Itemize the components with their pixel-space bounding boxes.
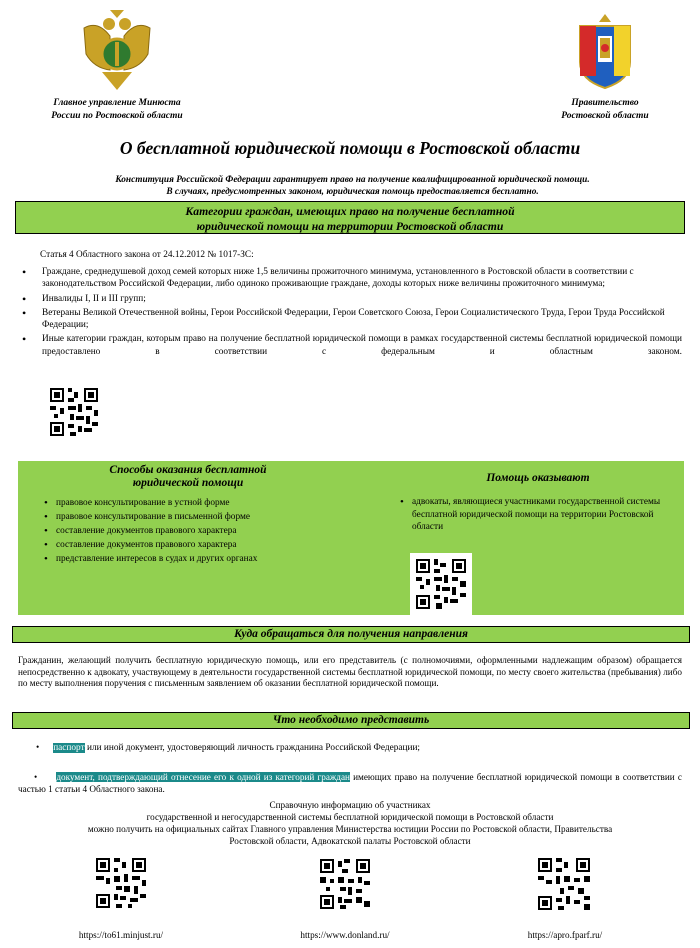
reference-line: Справочную информацию об участниках xyxy=(269,800,431,810)
right-org-line: Ростовской области xyxy=(561,111,649,121)
list-item: • правовое консультирование в устной форме xyxy=(42,496,342,510)
left-org-line: Главное управление Минюста xyxy=(53,98,181,108)
categories-banner xyxy=(15,201,685,234)
qr-code-icon xyxy=(48,386,100,438)
reference-line: Ростовской области, Адвокатской палаты Ростовской области xyxy=(229,836,471,846)
services-panel xyxy=(18,461,684,615)
rostov-coat-of-arms-icon xyxy=(574,12,636,90)
doc-item-text: имеющих право на получение бесплатной юридической помощи в соответствии с частью 1 статьи 4 Областного закона. xyxy=(18,772,682,794)
list-item: • составление документов правового характера xyxy=(42,538,342,552)
doc-item-text: или иной документ, удостоверяющий личность гражданина Российской Федерации; xyxy=(84,743,421,753)
intro-text xyxy=(20,174,685,198)
right-org-name xyxy=(520,97,690,123)
list-item: • адвокаты, являющиеся участниками государственной системы бесплатной юридической помощи на территории Ростовской области xyxy=(398,496,668,534)
intro-line: Конституция Российской Федерации гарантирует право на получение квалифицированной юридической помощи. xyxy=(115,175,590,185)
reference-line: можно получить на официальных сайтах Главного управления Министерства юстиции России по Ростовской области, Правительства xyxy=(87,824,613,834)
categories-heading-line: юридической помощи на территории Ростовской области xyxy=(196,220,504,233)
qr-code-icon xyxy=(318,857,372,911)
highlighted-text: паспорт xyxy=(53,743,85,753)
link-minjust[interactable]: https://to61.minjust.ru/ xyxy=(78,930,164,940)
reference-info xyxy=(0,799,700,847)
list-item: • представление интересов в судах и других органах xyxy=(42,552,342,566)
doc-item-passport xyxy=(36,742,686,754)
minjust-emblem-icon xyxy=(80,10,154,94)
list-item: • Инвалиды I, II и III групп; xyxy=(20,293,682,305)
qr-code-icon xyxy=(92,854,150,912)
list-item: • Ветераны Великой Отечественной войны, Герои Российской Федерации, Герои Советского Союза, Герои Социалистического Труда, Герои Труда Российской Федерации; xyxy=(20,307,682,332)
providers-heading: Помощь оказывают xyxy=(486,472,590,484)
page-title: О бесплатной юридической помощи в Ростовской области xyxy=(119,138,581,158)
list-item: • Иные категории граждан, которым право на получение бесплатной юридической помощи в рамках государственной системы бесплатной юридической помощи предоставлено в соответствии с федеральным и областным законом. xyxy=(20,333,682,358)
qr-code-icon xyxy=(410,553,472,615)
list-item: • составление документов правового характера xyxy=(42,524,342,538)
left-org-name xyxy=(38,97,196,123)
bullet: • xyxy=(18,772,57,782)
right-org-line: Правительство xyxy=(571,98,639,108)
link-apro[interactable]: https://apro.fparf.ru/ xyxy=(527,930,603,940)
left-org-line: России по Ростовской области xyxy=(51,111,183,121)
where-banner: Куда обращаться для получения направления xyxy=(12,626,690,643)
methods-heading-line: юридической помощи xyxy=(132,477,244,489)
methods-heading xyxy=(38,464,338,490)
where-text: Гражданин, желающий получить бесплатную юридическую помощь, или его представитель (с полномочиями, оформленными надлежащим образом) обращается непосредственно к адвокату, участвующему в деятельности государственной системы бесплатной юридической помощи, по месту своего жительства (пребывания) либо по месту выполнения поручения с письменным заявлением об оказании бесплатной юридической помощи. xyxy=(18,655,682,689)
bullet: • xyxy=(36,743,54,753)
law-reference: Статья 4 Областного закона от 24.12.2012 № 1017-ЗС: xyxy=(40,250,254,260)
qr-code-icon xyxy=(536,856,592,912)
highlighted-text: документ, подтверждающий отнесение его к одной из категорий граждан xyxy=(56,772,350,782)
list-item: • Граждане, среднедушевой доход семей которых ниже 1,5 величины прожиточного минимума, установленного в Ростовской области в соответствии с законодательством Российской Федерации, либо одиноко проживающие граждане, доходы которых ниже величины прожиточного минимума; xyxy=(20,266,682,291)
reference-line: государственной и негосударственной системы бесплатной юридической помощи в Ростовской области xyxy=(146,812,554,822)
doc-item-category xyxy=(18,772,682,795)
documents-banner: Что необходимо представить xyxy=(12,712,690,729)
methods-heading-line: Способы оказания бесплатной xyxy=(109,464,267,476)
methods-list xyxy=(42,496,342,566)
categories-list xyxy=(20,266,682,360)
categories-heading-line: Категории граждан, имеющих право на получение бесплатной xyxy=(185,205,515,218)
intro-line: В случаях, предусмотренных законом, юридическая помощь предоставляется бесплатно. xyxy=(166,187,539,197)
providers-list xyxy=(398,496,668,534)
link-donland[interactable]: https://www.donland.ru/ xyxy=(300,930,390,940)
list-item: • правовое консультирование в письменной форме xyxy=(42,510,342,524)
